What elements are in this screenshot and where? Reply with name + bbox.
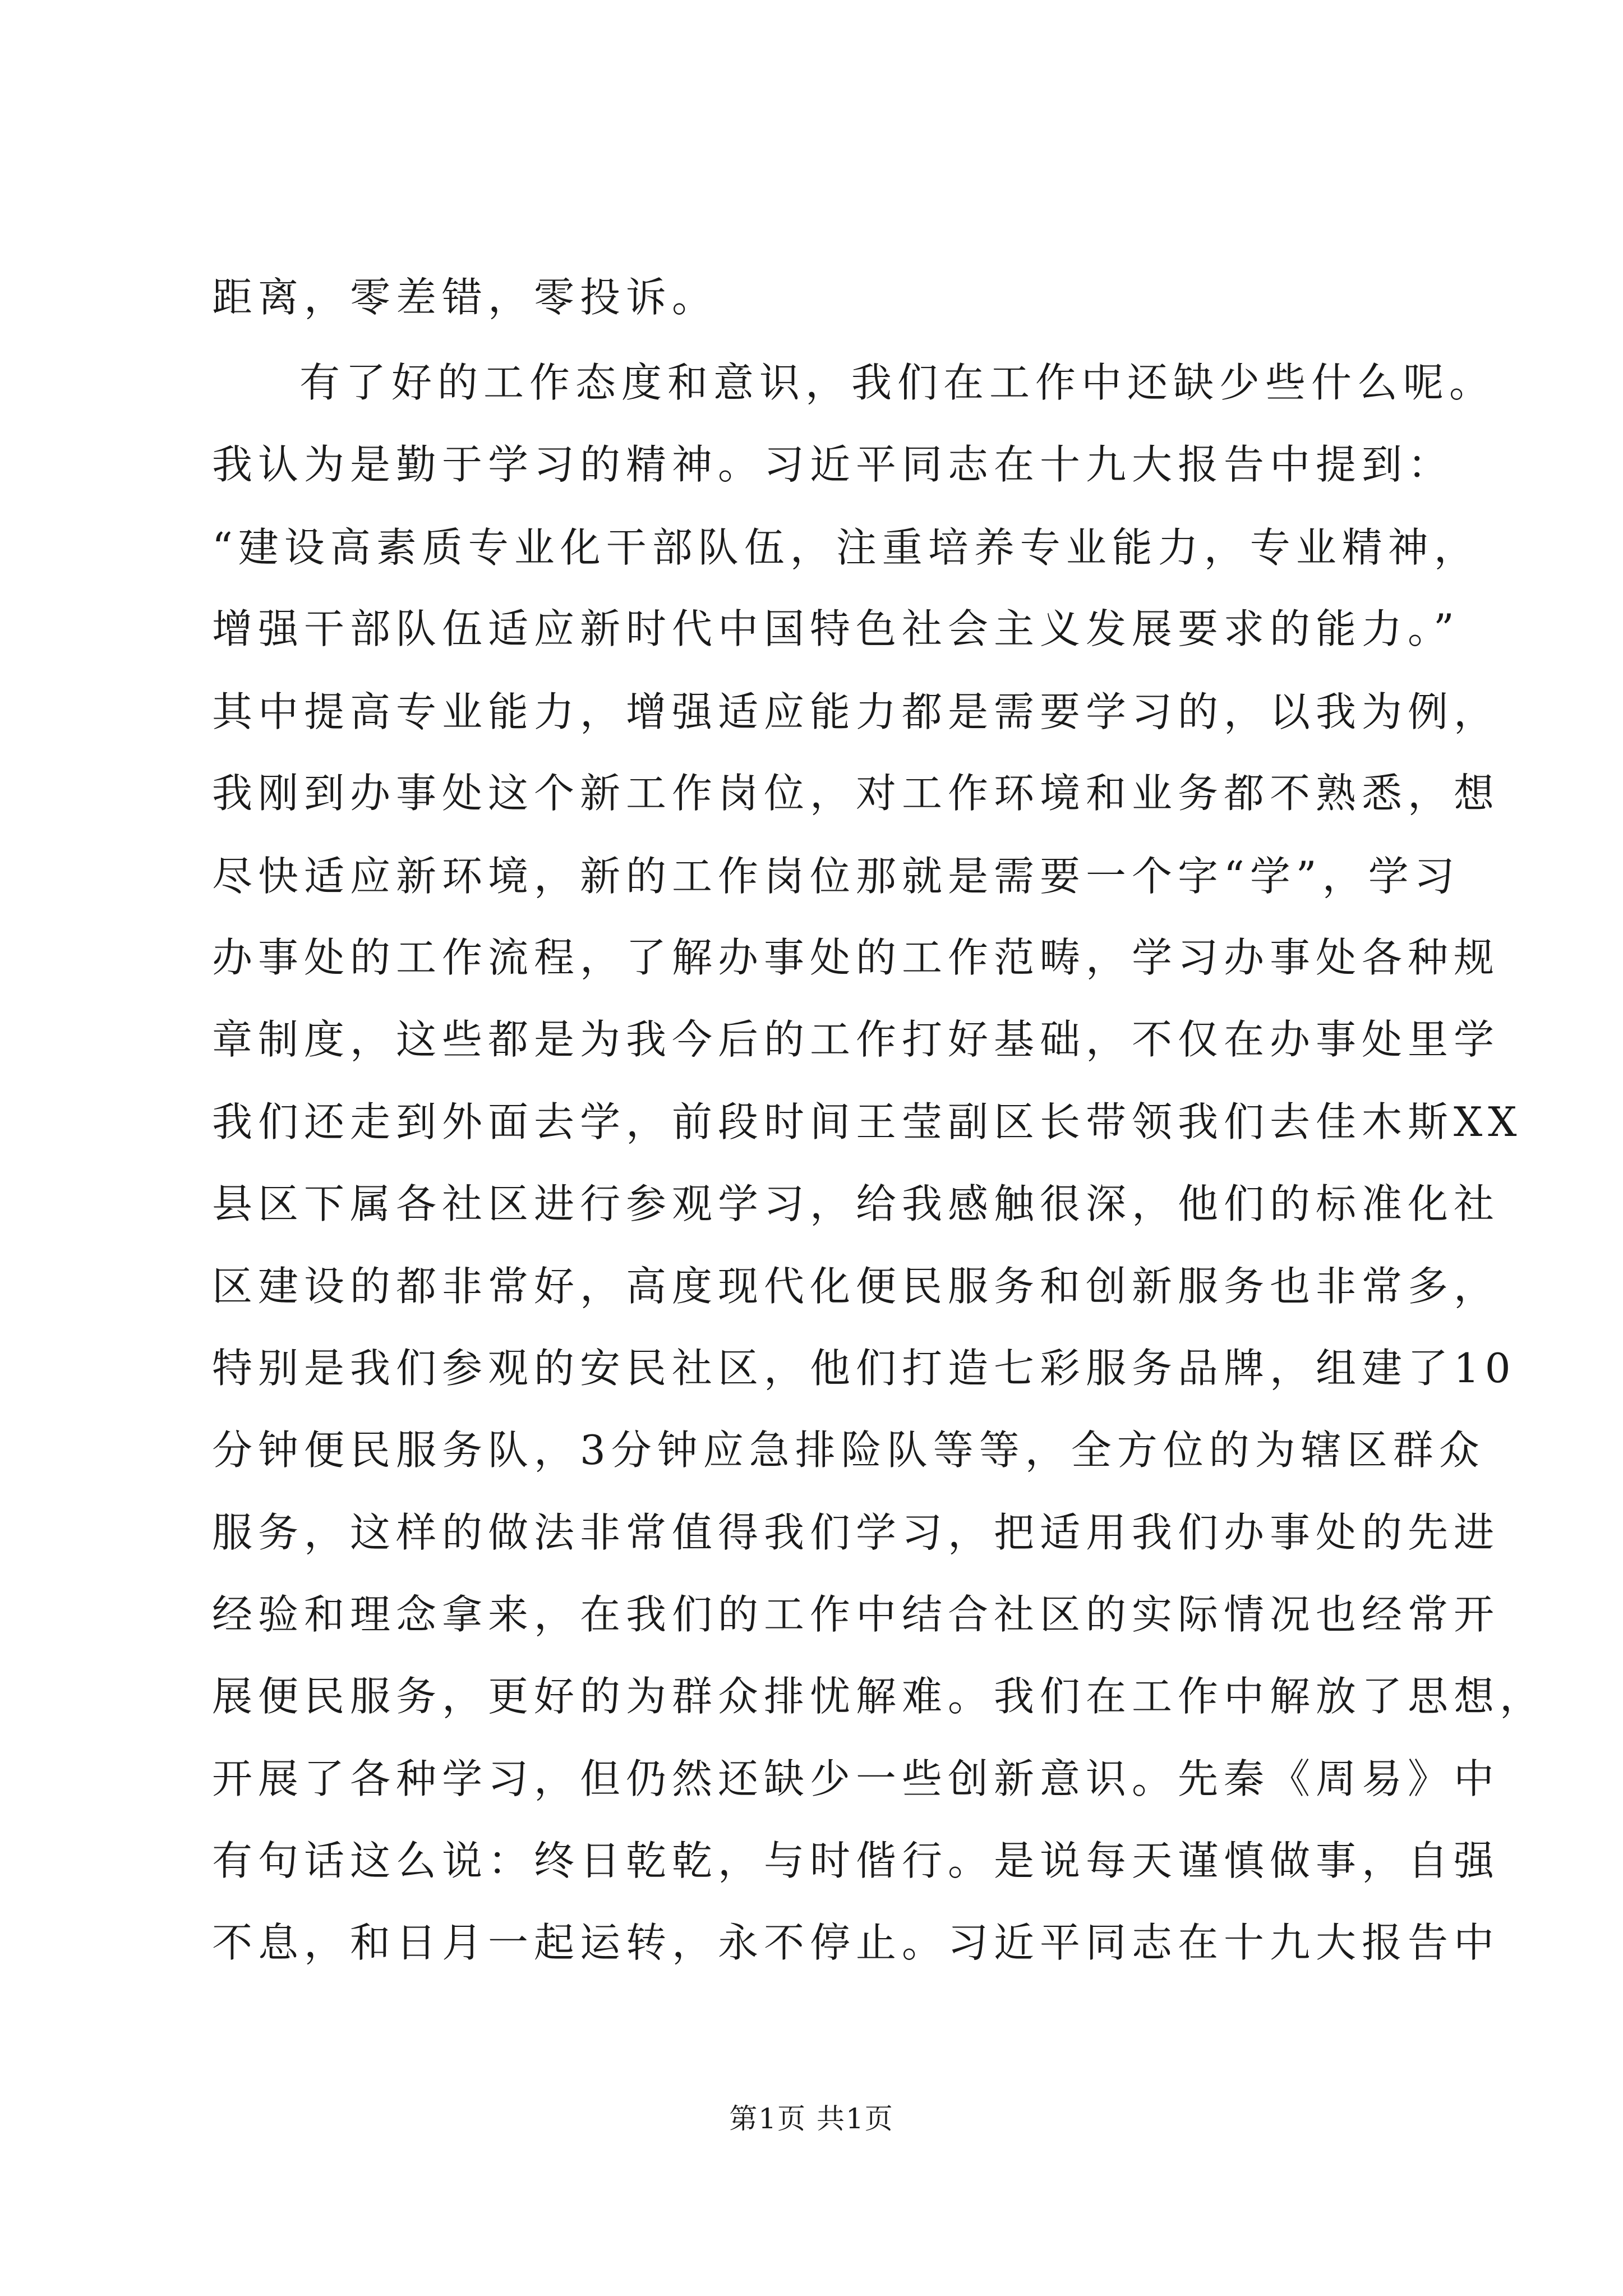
text-line: 区建设的都非常好，高度现代化便民服务和创新服务也非常多， [212,1263,1500,1310]
text-line: 尽快适应新环境，新的工作岗位那就是需要一个字“学”，学习 [212,853,1460,900]
text-line: 开展了各种学习，但仍然还缺少一些创新意识。先秦《周易》中 [212,1755,1500,1802]
text-line: 增强干部队伍适应新时代中国特色社会主义发展要求的能力。” [212,605,1460,652]
text-line: 章制度，这些都是为我今后的工作打好基础，不仅在办事处里学 [212,1016,1500,1063]
text-line: 有句话这么说：终日乾乾，与时偕行。是说每天谨慎做事，自强 [212,1837,1500,1884]
page-number-footer: 第1页 共1页 [729,2102,894,2135]
text-line: 距离，零差错，零投诉。 [212,274,718,321]
text-line: 我刚到办事处这个新工作岗位，对工作环境和业务都不熟悉，想 [212,770,1500,817]
text-line: 县区下属各社区进行参观学习，给我感触很深，他们的标准化社 [212,1180,1500,1227]
text-line: 分钟便民服务队，3分钟应急排险队等等，全方位的为辖区群众 [212,1427,1485,1474]
text-line: 其中提高专业能力，增强适应能力都是需要学习的，以我为例， [212,688,1500,735]
text-line: 特别是我们参观的安民社区，他们打造七彩服务品牌，组建了10 [212,1345,1516,1392]
text-line: 不息，和日月一起运转，永不停止。习近平同志在十九大报告中 [212,1919,1500,1966]
text-line: 我认为是勤于学习的精神。习近平同志在十九大报告中提到： [212,441,1454,488]
text-line: “建设高素质专业化干部队伍，注重培养专业能力，专业精神， [212,524,1480,571]
text-line: 我们还走到外面去学，前段时间王莹副区长带领我们去佳木斯XX [212,1098,1523,1145]
text-line: 服务，这样的做法非常值得我们学习，把适用我们办事处的先进 [212,1509,1500,1556]
text-line: 展便民服务，更好的为群众排忧解难。我们在工作中解放了思想， [212,1673,1546,1720]
paragraph-first-line: 有了好的工作态度和意识，我们在工作中还缺少些什么呢。 [299,359,1496,406]
text-line: 经验和理念拿来，在我们的工作中结合社区的实际情况也经常开 [212,1591,1500,1638]
text-line: 办事处的工作流程，了解办事处的工作范畴，学习办事处各种规 [212,934,1500,981]
